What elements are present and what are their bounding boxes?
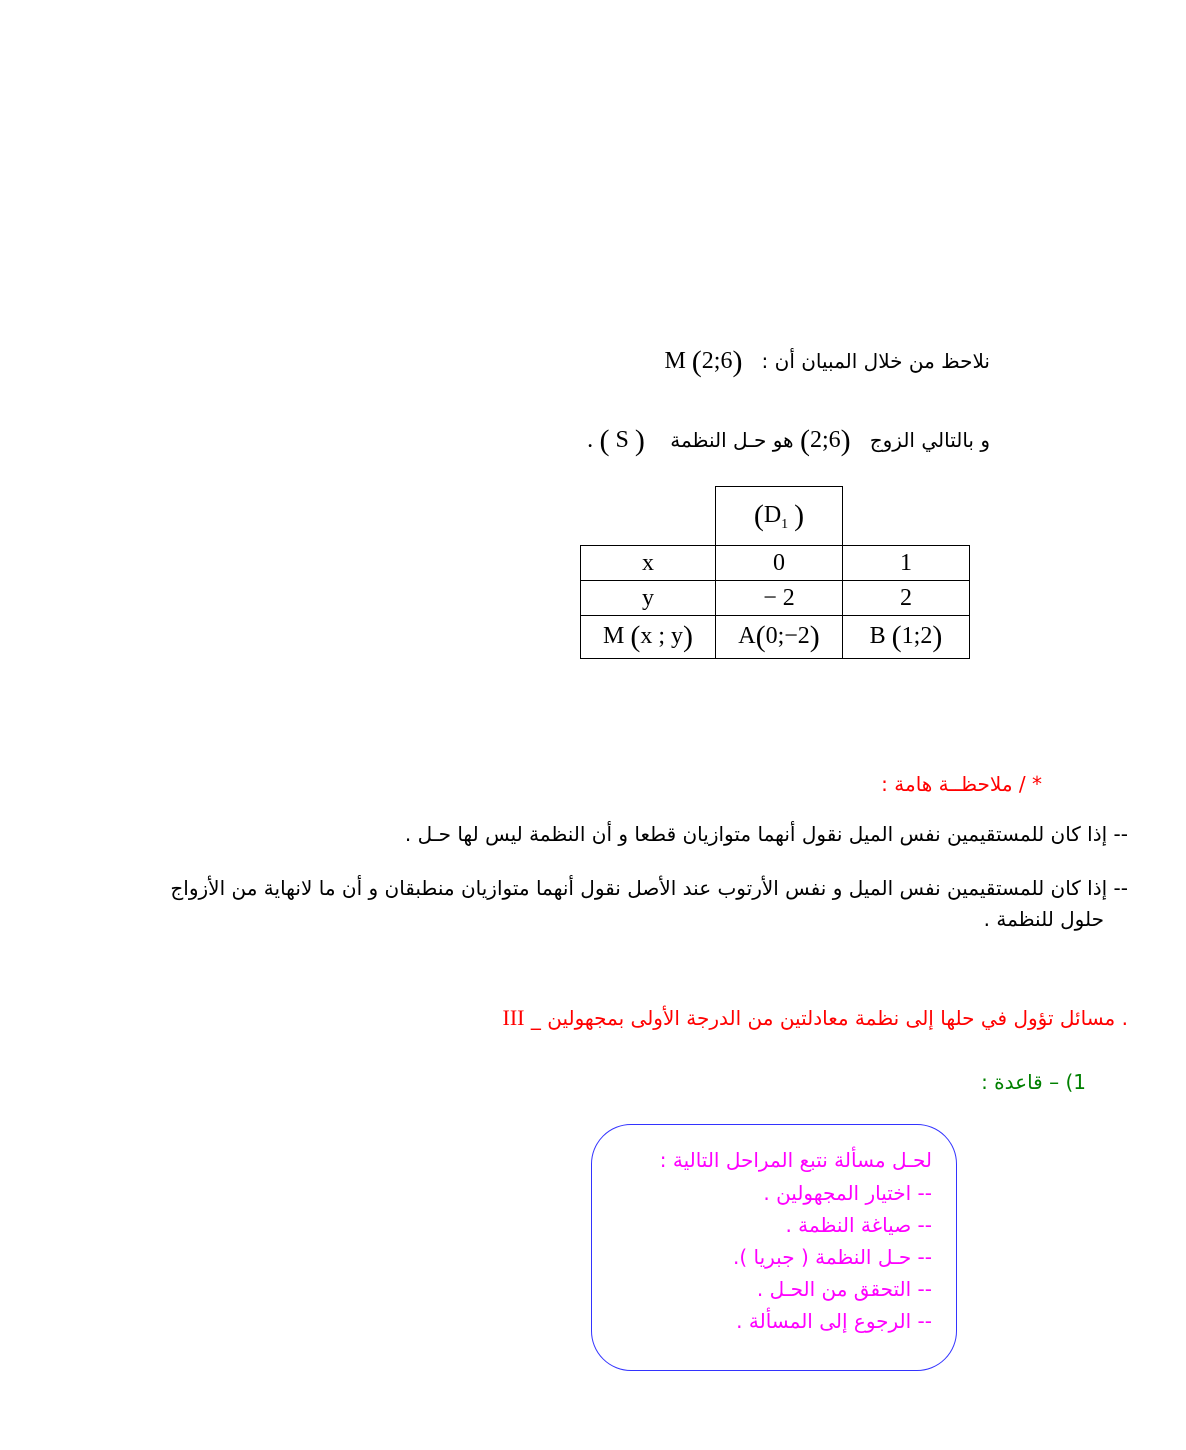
- table-cell: 2: [843, 581, 970, 616]
- rule-step: -- حـل النظمة ( جبريا ).: [732, 1245, 932, 1269]
- table-header-row: [581, 487, 970, 546]
- note-title: * / ملاحظــة هامة :: [881, 772, 1042, 796]
- observation-text-2: و بالتالي الزوج: [869, 428, 990, 452]
- section-title: _ مسائل تؤول في حلها إلى نظمة معادلتين من الدرجة الأولى بمجهولين .: [530, 1006, 1128, 1030]
- pair-coords: 2;6: [809, 427, 841, 453]
- point-inner: 0;−2: [765, 623, 810, 649]
- table-cell: 0: [716, 546, 843, 581]
- rule-box: [591, 1124, 957, 1371]
- section-3-heading: [503, 1004, 1128, 1032]
- system-expression: ( S ): [599, 424, 645, 457]
- observation-mid-text: هو حـل النظمة: [670, 428, 794, 452]
- line-d-letter: D: [763, 502, 782, 528]
- table-row-label: M (x ; y): [581, 616, 716, 659]
- pair-expression: (2;6): [799, 424, 851, 457]
- table-header-line-d1: ($D_1$ ): [716, 487, 843, 546]
- table-empty-cell: [843, 487, 970, 546]
- table-cell: B (1;2): [843, 616, 970, 659]
- rule-step: -- اختيار المجهولين .: [763, 1181, 932, 1205]
- note-item-2: -- إذا كان للمستقيمين نفس الميل و نفس الأرتوب عند الأصل نقول أنهما متوازيان منطبقان و أن ما لانهاية من الأزواج: [170, 876, 1128, 900]
- table-row: [581, 616, 970, 659]
- section-numeral: III: [502, 1005, 525, 1030]
- point-m-coords: 2;6: [701, 348, 733, 374]
- table-cell: A(0;−2): [716, 616, 843, 659]
- table-cell: 1: [843, 546, 970, 581]
- observation-text-1: نلاحظ من خلال المبيان أن :: [761, 349, 990, 373]
- point-letter: M: [602, 623, 625, 649]
- values-table: [580, 486, 970, 659]
- table-cell: − 2: [716, 581, 843, 616]
- rule-label: 1) – قاعدة :: [981, 1070, 1086, 1094]
- point-m-expression: M (2;6): [664, 345, 743, 378]
- note-item-2-continued: حلول للنظمة .: [983, 907, 1104, 931]
- table-row: [581, 546, 970, 581]
- point-letter: B: [869, 623, 886, 649]
- line-d-subscript: 1: [781, 516, 789, 532]
- observation-line-1: [664, 347, 990, 376]
- table-row-label: x: [581, 546, 716, 581]
- point-letter: A: [738, 623, 756, 649]
- rule-step: -- الرجوع إلى المسألة .: [736, 1309, 932, 1333]
- system-name: S: [615, 427, 629, 453]
- rule-step: لحـل مسألة نتبع المراحل التالية :: [659, 1148, 932, 1172]
- rule-step: -- التحقق من الحـل .: [756, 1277, 932, 1301]
- point-inner: 1;2: [901, 623, 933, 649]
- point-inner: x ; y: [640, 623, 683, 649]
- rule-step: -- صياغة النظمة .: [785, 1213, 932, 1237]
- observation-end: .: [587, 427, 594, 453]
- table-row-label: y: [581, 581, 716, 616]
- point-m-letter: M: [664, 348, 686, 374]
- observation-line-2: [587, 426, 990, 455]
- table-empty-cell: [581, 487, 716, 546]
- table-row: [581, 581, 970, 616]
- note-item-1: -- إذا كان للمستقيمين نفس الميل نقول أنهما متوازيان قطعا و أن النظمة ليس لها حـل .: [404, 822, 1128, 846]
